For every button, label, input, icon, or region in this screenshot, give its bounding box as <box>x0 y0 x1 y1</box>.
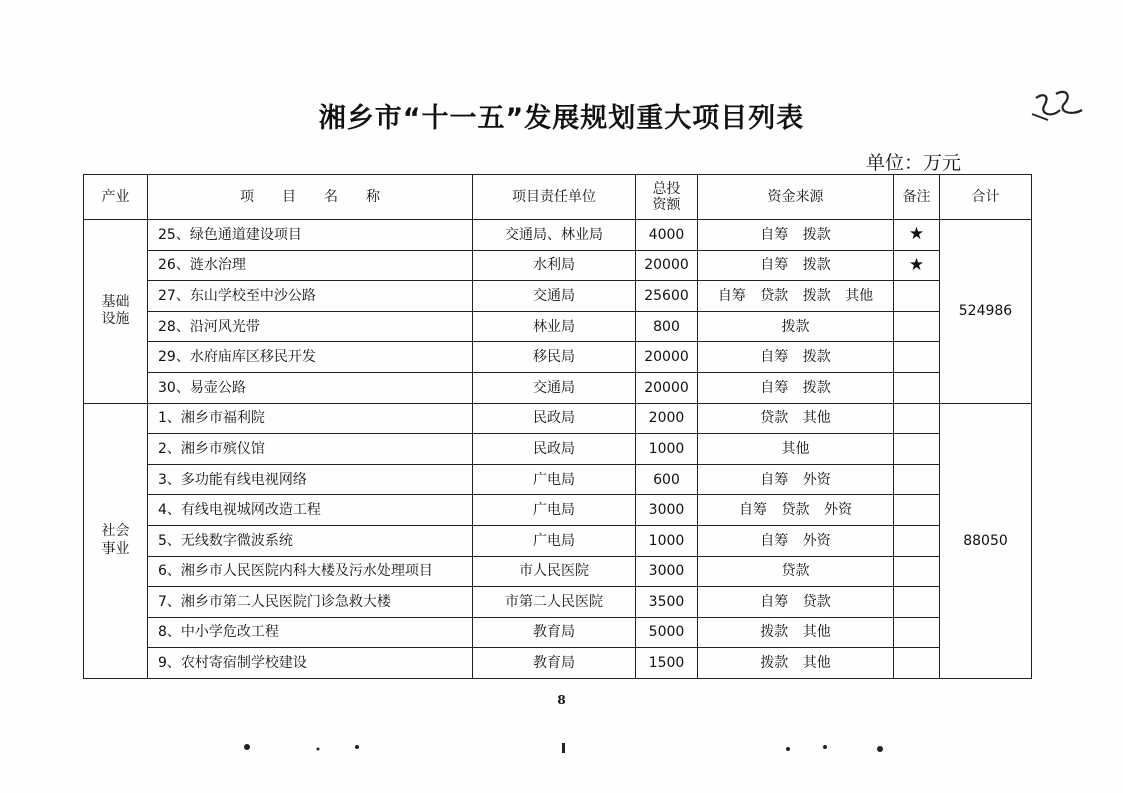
note-cell <box>894 403 940 434</box>
project-name: 5、无线数字微波系统 <box>148 525 473 556</box>
table-row <box>84 250 1032 281</box>
header-investment <box>636 175 698 220</box>
investment-amount: 20000 <box>636 372 698 403</box>
page-title: 湘乡市“十一五”发展规划重大项目列表 <box>318 103 805 134</box>
note-cell <box>894 556 940 587</box>
page-number: 8 <box>557 693 566 707</box>
project-name: 26、涟水治理 <box>148 250 473 281</box>
fund-source: 自筹 外资 <box>698 464 894 495</box>
group-total: 524986 <box>940 220 1032 404</box>
project-name: 7、湘乡市第二人民医院门诊急救大楼 <box>148 587 473 618</box>
note-cell <box>894 311 940 342</box>
investment-amount: 20000 <box>636 342 698 373</box>
table-row <box>84 281 1032 312</box>
star-icon: ★ <box>894 250 940 281</box>
fund-source: 自筹 拨款 <box>698 250 894 281</box>
responsible-unit: 广电局 <box>473 495 636 526</box>
investment-amount: 1000 <box>636 434 698 465</box>
table-row <box>84 648 1032 679</box>
project-name: 8、中小学危改工程 <box>148 617 473 648</box>
header-fund-source: 资金来源 <box>698 175 894 220</box>
table-row <box>84 372 1032 403</box>
table-row <box>84 311 1032 342</box>
investment-amount: 3500 <box>636 587 698 618</box>
fund-source: 拨款 <box>698 311 894 342</box>
project-name: 9、农村寄宿制学校建设 <box>148 648 473 679</box>
investment-amount: 800 <box>636 311 698 342</box>
note-cell <box>894 648 940 679</box>
fund-source: 自筹 拨款 <box>698 342 894 373</box>
table-row <box>84 495 1032 526</box>
fund-source: 贷款 其他 <box>698 403 894 434</box>
responsible-unit: 教育局 <box>473 648 636 679</box>
fund-source: 自筹 拨款 <box>698 220 894 251</box>
projects-table <box>83 174 1032 679</box>
investment-amount: 3000 <box>636 495 698 526</box>
fund-source: 拨款 其他 <box>698 617 894 648</box>
table-row <box>84 434 1032 465</box>
responsible-unit: 移民局 <box>473 342 636 373</box>
project-name: 6、湘乡市人民医院内科大楼及污水处理项目 <box>148 556 473 587</box>
note-cell <box>894 281 940 312</box>
investment-amount: 600 <box>636 464 698 495</box>
investment-amount: 1500 <box>636 648 698 679</box>
industry-cell-infrastructure <box>84 220 148 404</box>
header-responsible-unit: 项目责任单位 <box>473 175 636 220</box>
scan-specks-decoration <box>0 735 1123 765</box>
header-note: 备注 <box>894 175 940 220</box>
industry-label-line1: 社会 <box>101 523 130 540</box>
note-cell <box>894 495 940 526</box>
table-row <box>84 403 1032 434</box>
industry-label-line2: 事业 <box>101 540 130 557</box>
project-name: 27、东山学校至中沙公路 <box>148 281 473 312</box>
header-project-name: 项 目 名 称 <box>148 175 473 220</box>
responsible-unit: 教育局 <box>473 617 636 648</box>
header-total: 合计 <box>940 175 1032 220</box>
investment-amount: 2000 <box>636 403 698 434</box>
table-row <box>84 220 1032 251</box>
table-row <box>84 617 1032 648</box>
header-investment-line1: 总投 <box>652 180 681 197</box>
header-industry: 产业 <box>84 175 148 220</box>
note-cell <box>894 342 940 373</box>
fund-source: 自筹 拨款 <box>698 372 894 403</box>
note-cell <box>894 434 940 465</box>
responsible-unit: 民政局 <box>473 403 636 434</box>
table-row <box>84 587 1032 618</box>
responsible-unit: 市第二人民医院 <box>473 587 636 618</box>
project-name: 25、绿色通道建设项目 <box>148 220 473 251</box>
project-name: 3、多功能有线电视网络 <box>148 464 473 495</box>
responsible-unit: 民政局 <box>473 434 636 465</box>
responsible-unit: 广电局 <box>473 525 636 556</box>
handwritten-mark-icon <box>1028 84 1088 130</box>
investment-amount: 4000 <box>636 220 698 251</box>
responsible-unit: 水利局 <box>473 250 636 281</box>
fund-source: 自筹 贷款 外资 <box>698 495 894 526</box>
note-cell <box>894 464 940 495</box>
project-name: 30、易壶公路 <box>148 372 473 403</box>
table-row <box>84 525 1032 556</box>
investment-amount: 25600 <box>636 281 698 312</box>
header-investment-line2: 资额 <box>652 197 681 213</box>
investment-amount: 20000 <box>636 250 698 281</box>
responsible-unit: 交通局、林业局 <box>473 220 636 251</box>
investment-amount: 5000 <box>636 617 698 648</box>
table-row <box>84 464 1032 495</box>
responsible-unit: 市人民医院 <box>473 556 636 587</box>
project-name: 2、湘乡市殡仪馆 <box>148 434 473 465</box>
table-row <box>84 342 1032 373</box>
project-name: 28、沿河风光带 <box>148 311 473 342</box>
group-total: 88050 <box>940 403 1032 678</box>
fund-source: 自筹 外资 <box>698 525 894 556</box>
fund-source: 拨款 其他 <box>698 648 894 679</box>
investment-amount: 1000 <box>636 525 698 556</box>
investment-amount: 3000 <box>636 556 698 587</box>
responsible-unit: 交通局 <box>473 372 636 403</box>
star-icon: ★ <box>894 220 940 251</box>
responsible-unit: 林业局 <box>473 311 636 342</box>
industry-label-line2: 设施 <box>101 311 130 328</box>
responsible-unit: 交通局 <box>473 281 636 312</box>
project-name: 29、水府庙库区移民开发 <box>148 342 473 373</box>
fund-source: 自筹 贷款 <box>698 587 894 618</box>
fund-source: 其他 <box>698 434 894 465</box>
project-name: 4、有线电视城网改造工程 <box>148 495 473 526</box>
table-header-row <box>84 175 1032 220</box>
responsible-unit: 广电局 <box>473 464 636 495</box>
unit-label: 单位：万元 <box>865 152 961 174</box>
fund-source: 贷款 <box>698 556 894 587</box>
note-cell <box>894 587 940 618</box>
note-cell <box>894 617 940 648</box>
note-cell <box>894 372 940 403</box>
industry-cell-social <box>84 403 148 678</box>
table-row <box>84 556 1032 587</box>
industry-label-line1: 基础 <box>101 293 130 310</box>
fund-source: 自筹 贷款 拨款 其他 <box>698 281 894 312</box>
project-name: 1、湘乡市福利院 <box>148 403 473 434</box>
note-cell <box>894 525 940 556</box>
